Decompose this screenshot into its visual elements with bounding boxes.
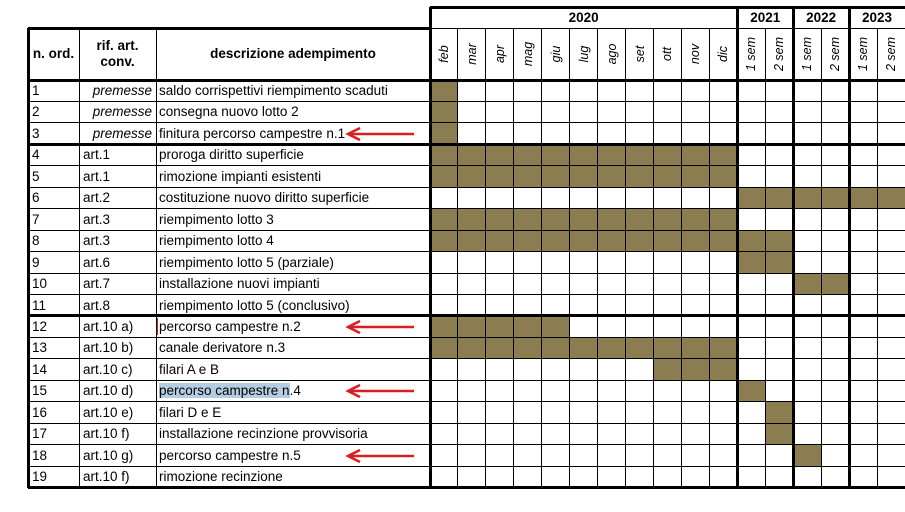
row-number: 5 (32, 168, 40, 184)
period-label (542, 28, 570, 80)
header-bottom-line (28, 79, 905, 82)
gantt-bar-cell (709, 230, 737, 251)
selected-text[interactable]: percorso campestre n (159, 383, 290, 399)
period-label-text: feb (436, 45, 451, 63)
period-label (654, 28, 682, 80)
row-line (28, 380, 905, 381)
row-descrizione: canale derivatore n.3 (159, 340, 286, 356)
table-bottom-line (28, 486, 905, 489)
gantt-bar-cell (458, 337, 486, 358)
gantt-bar-cell (681, 337, 709, 358)
row-descrizione: percorso campestre n.5 (159, 447, 301, 463)
period-line (597, 28, 598, 488)
row-number: 14 (32, 361, 48, 377)
gantt-bar-cell (709, 209, 737, 230)
gantt-bar-cell (598, 144, 626, 165)
period-label (737, 28, 765, 80)
gantt-bar-cell (765, 230, 793, 251)
row-rif-art: art.8 (83, 297, 111, 313)
section-divider (28, 143, 905, 146)
row-line (28, 294, 905, 295)
period-label (877, 28, 905, 80)
table-left-line (27, 28, 30, 488)
period-label-text: mar (464, 43, 479, 65)
year-label: 2020 (568, 9, 599, 25)
gantt-bar-cell (793, 273, 821, 294)
gantt-bar-cell (737, 252, 765, 273)
table-top-line (28, 27, 430, 30)
gantt-bar-cell (570, 337, 598, 358)
gantt-bar-cell (458, 316, 486, 337)
period-line (877, 28, 878, 488)
gantt-bar-cell (486, 209, 514, 230)
row-number: 4 (32, 147, 40, 163)
gantt-bar-cell (821, 273, 849, 294)
gantt-bar-cell (570, 209, 598, 230)
row-descrizione: installazione nuovi impianti (159, 276, 320, 292)
row-line (28, 122, 905, 123)
row-rif-art: art.3 (83, 211, 111, 227)
gantt-bar-cell (709, 166, 737, 187)
gantt-bar-cell (654, 144, 682, 165)
gantt-bar-cell (737, 380, 765, 401)
gantt-bar-cell (681, 209, 709, 230)
gantt-bar-cell (626, 209, 654, 230)
row-descrizione: riempimento lotto 4 (159, 233, 274, 249)
gantt-bar-cell (486, 230, 514, 251)
text-rest: .4 (289, 383, 301, 399)
row-descrizione: proroga diritto superficie (159, 147, 304, 163)
gantt-bar-cell (430, 209, 458, 230)
gantt-bar-cell (765, 402, 793, 423)
gantt-bar-cell (514, 316, 542, 337)
gantt-bar-cell (737, 230, 765, 251)
period-label (626, 28, 654, 80)
year-divider (736, 7, 739, 488)
gantt-bar-cell (458, 166, 486, 187)
row-rif-art: art.3 (83, 233, 111, 249)
gantt-bar-cell (430, 316, 458, 337)
row-rif-art: art.10 f) (83, 426, 130, 442)
period-label-text: mag (520, 41, 535, 67)
year-label: 2022 (806, 9, 837, 25)
row-rif-art: art.2 (83, 190, 111, 206)
period-label-text: 2 sem (772, 36, 787, 72)
row-number: 9 (32, 254, 40, 270)
period-label (709, 28, 737, 80)
period-line (709, 28, 710, 488)
period-line (765, 28, 766, 488)
row-number: 3 (32, 125, 40, 141)
red-arrow-icon (344, 126, 416, 142)
row-number: 2 (32, 104, 40, 120)
row-number: 15 (32, 383, 48, 399)
year-label: 2021 (750, 9, 781, 25)
gantt-bar-cell (570, 166, 598, 187)
row-rif-art: art.10 g) (83, 447, 134, 463)
row-number: 16 (32, 404, 48, 420)
row-descrizione: rimozione recinzione (159, 469, 283, 485)
period-label-text: 2 sem (828, 36, 843, 72)
row-rif-art: art.1 (83, 168, 111, 184)
gantt-bar-cell (430, 166, 458, 187)
row-rif-art: premesse (92, 104, 152, 120)
row-rif-art: art.10 f) (83, 469, 130, 485)
row-line (28, 273, 905, 274)
period-label (598, 28, 626, 80)
gantt-bar-cell (430, 337, 458, 358)
gantt-bar-cell (737, 187, 765, 208)
row-line (28, 337, 905, 338)
row-rif-art: art.10 c) (83, 361, 133, 377)
period-label-text: lug (576, 45, 591, 63)
row-line (28, 101, 905, 102)
gantt-bar-cell (458, 230, 486, 251)
row-line (28, 165, 905, 166)
gantt-top-line (430, 6, 905, 9)
row-descrizione: riempimento lotto 3 (159, 211, 274, 227)
period-label (514, 28, 542, 80)
gantt-bar-cell (626, 337, 654, 358)
row-number: 11 (32, 297, 47, 313)
row-number: 7 (32, 211, 40, 227)
gantt-bar-cell (821, 187, 849, 208)
gantt-bar-cell (514, 337, 542, 358)
gantt-bar-cell (654, 337, 682, 358)
gantt-bar-cell (514, 209, 542, 230)
gantt-bar-cell (681, 166, 709, 187)
gantt-bar-cell (542, 316, 570, 337)
period-label (821, 28, 849, 80)
gantt-bar-cell (849, 187, 877, 208)
row-rif-art: art.10 e) (83, 404, 134, 420)
gantt-bar-cell (681, 144, 709, 165)
row-line (28, 230, 905, 231)
row-descrizione: costituzione nuovo diritto superficie (159, 190, 370, 206)
row-line (28, 401, 905, 402)
row-number: 13 (32, 340, 48, 356)
gantt-bar-cell (458, 144, 486, 165)
period-label (793, 28, 821, 80)
gantt-bar-cell (709, 144, 737, 165)
period-line (457, 28, 458, 488)
gantt-bar-cell (514, 166, 542, 187)
period-label-text: 1 sem (800, 36, 815, 72)
header-descrizione: descrizione adempimento (210, 46, 376, 61)
period-label (570, 28, 598, 80)
row-line (28, 466, 905, 467)
row-line (28, 358, 905, 359)
gantt-bar-cell (654, 359, 682, 380)
row-line (28, 187, 905, 188)
row-rif-art: art.7 (83, 276, 111, 292)
header-n-ord: n. ord. (32, 46, 75, 61)
gantt-bar-cell (430, 230, 458, 251)
row-descrizione: saldo corrispettivi riempimento scaduti (159, 83, 388, 98)
gantt-bar-cell (598, 166, 626, 187)
period-line (625, 28, 626, 488)
period-label-text: 1 sem (856, 36, 871, 72)
row-descrizione: filari D e E (159, 404, 222, 420)
row-number: 19 (32, 469, 48, 485)
row-descrizione: filari A e B (159, 361, 220, 377)
row-descrizione: rimozione impianti esistenti (159, 168, 322, 184)
row-number: 10 (32, 276, 48, 292)
period-line (485, 28, 486, 488)
row-descrizione: riempimento lotto 5 (parziale) (159, 254, 334, 270)
gantt-bar-cell (654, 209, 682, 230)
row-rif-art: premesse (92, 125, 152, 141)
gantt-bar-cell (765, 252, 793, 273)
gantt-bar-cell (486, 316, 514, 337)
gantt-bar-cell (542, 337, 570, 358)
gantt-bar-cell (598, 209, 626, 230)
year-bottom-line (430, 28, 905, 29)
gantt-bar-cell (654, 230, 682, 251)
row-descrizione: riempimento lotto 5 (conclusivo) (159, 297, 350, 313)
period-line (513, 28, 514, 488)
period-label-text: ott (660, 47, 675, 61)
gantt-bar-cell (570, 230, 598, 251)
row-rif-art: art.6 (83, 254, 111, 270)
red-arrow-icon (344, 383, 416, 399)
gantt-bar-cell (458, 209, 486, 230)
gantt-bar-cell (765, 187, 793, 208)
gantt-bar-cell (430, 123, 458, 144)
gantt-bar-cell (626, 166, 654, 187)
gantt-bar-cell (765, 423, 793, 444)
row-rif-art: art.10 b) (83, 340, 134, 356)
gantt-bar-cell (793, 445, 821, 466)
gantt-bar-cell (430, 144, 458, 165)
period-line (653, 28, 654, 488)
period-label-text: 1 sem (744, 36, 759, 72)
gantt-bar-cell (542, 209, 570, 230)
gantt-bar-cell (709, 337, 737, 358)
gantt-bar-cell (542, 144, 570, 165)
col-line (156, 28, 157, 488)
row-rif-art: art.10 a) (83, 318, 134, 334)
year-divider (848, 7, 851, 488)
gantt-bar-cell (626, 144, 654, 165)
gantt-bar-cell (709, 359, 737, 380)
period-line (541, 28, 542, 488)
gantt-left-line (429, 7, 432, 488)
period-label (849, 28, 877, 80)
gantt-bar-cell (654, 166, 682, 187)
row-line (28, 444, 905, 445)
gantt-bar-cell (542, 230, 570, 251)
row-rif-art: art.10 d) (83, 383, 134, 399)
period-label (765, 28, 793, 80)
gantt-bar-cell (514, 144, 542, 165)
red-arrow-icon (344, 319, 416, 335)
row-number: 18 (32, 447, 48, 463)
section-divider (28, 314, 905, 317)
period-line (821, 28, 822, 488)
period-line (681, 28, 682, 488)
gantt-bar-cell (598, 230, 626, 251)
gantt-bar-cell (598, 337, 626, 358)
gantt-bar-cell (681, 359, 709, 380)
period-line (569, 28, 570, 488)
row-descrizione: finitura percorso campestre n.1 (159, 125, 346, 141)
gantt-bar-cell (486, 166, 514, 187)
row-line (28, 208, 905, 209)
period-label-text: apr (492, 44, 507, 64)
row-line (28, 423, 905, 424)
period-label (681, 28, 709, 80)
row-number: 12 (32, 318, 48, 334)
period-label-text: giu (548, 45, 563, 63)
year-label: 2023 (862, 9, 893, 25)
row-number: 17 (32, 426, 48, 442)
period-label-text: 2 sem (884, 36, 899, 72)
row-descrizione: installazione recinzione provvisoria (159, 426, 368, 442)
period-label-text: nov (688, 43, 703, 65)
row-descrizione: percorso campestre n.2 (159, 318, 301, 334)
header-rif-art: rif. art. conv. (96, 38, 139, 69)
row-number: 6 (32, 190, 40, 206)
period-label-text: set (632, 45, 647, 63)
red-arrow-icon (344, 448, 416, 464)
col-line (79, 28, 80, 488)
period-label-text: ago (604, 43, 619, 65)
gantt-bar-cell (626, 230, 654, 251)
gantt-bar-cell (877, 187, 905, 208)
row-line (28, 251, 905, 252)
row-number: 8 (32, 233, 40, 249)
gantt-bar-cell (430, 80, 458, 101)
gantt-bar-cell (570, 144, 598, 165)
gantt-bar-cell (514, 230, 542, 251)
year-divider (792, 7, 795, 488)
gantt-bar-cell (542, 166, 570, 187)
gantt-bar-cell (486, 144, 514, 165)
row-descrizione: consegna nuovo lotto 2 (159, 104, 299, 120)
row-rif-art: premesse (92, 83, 152, 98)
row-rif-art: art.1 (83, 147, 111, 163)
gantt-bar-cell (486, 337, 514, 358)
period-label-text: dic (716, 46, 731, 62)
gantt-bar-cell (681, 230, 709, 251)
row-number: 1 (32, 83, 40, 98)
period-label (458, 28, 486, 80)
gantt-bar-cell (430, 101, 458, 122)
period-label (430, 28, 458, 80)
gantt-bar-cell (793, 187, 821, 208)
period-label (486, 28, 514, 80)
